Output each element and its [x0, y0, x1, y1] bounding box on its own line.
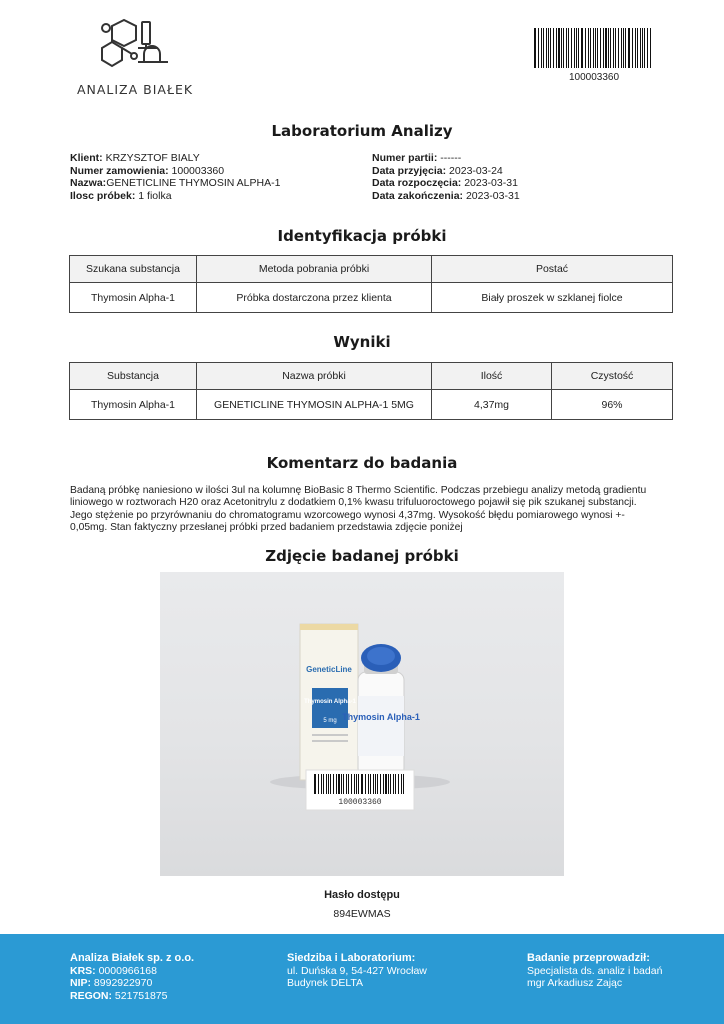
sample-illustration: [160, 572, 564, 876]
barcode-bar: [356, 774, 357, 794]
table-cell: 96%: [552, 390, 673, 420]
barcode-bar: [403, 774, 404, 794]
company-info: [70, 952, 194, 1002]
headquarters-building: Budynek DELTA: [287, 977, 364, 989]
results-title: Wyniki: [333, 333, 391, 351]
barcode-bar: [574, 28, 575, 68]
barcode-bar: [628, 28, 630, 68]
table-header-cell: Nazwa próbki: [197, 363, 432, 390]
barcode-bar: [597, 28, 598, 68]
table-header-row: [70, 256, 673, 283]
barcode-bar: [385, 774, 387, 794]
performed-by-title: Badanie przeprowadził:: [527, 952, 650, 964]
identification-table: [69, 255, 673, 313]
barcode-bar: [323, 774, 324, 794]
vial-label: Thymosin Alpha-1: [342, 712, 420, 722]
barcode-bar: [343, 774, 344, 794]
regon-label: REGON:: [70, 989, 112, 1002]
barcode-bar: [330, 774, 331, 794]
barcode-bar: [561, 28, 562, 68]
logo-text: ANALIZA BIAŁEK: [76, 82, 194, 97]
photo-title: Zdjęcie badanej próbki: [265, 547, 459, 565]
received-label: Data przyjęcia:: [372, 164, 447, 177]
barcode-bar: [642, 28, 643, 68]
krs-label: KRS:: [70, 964, 96, 977]
barcode-bar: [566, 28, 567, 68]
table-row: [70, 283, 673, 313]
barcode-bar: [550, 28, 551, 68]
barcode-bar: [398, 774, 399, 794]
barcode-bar: [380, 774, 381, 794]
box-product: Thymosin Alpha-1: [304, 699, 356, 705]
table-cell: GENETICLINE THYMOSIN ALPHA-1 5MG: [197, 390, 432, 420]
table-cell: Thymosin Alpha-1: [70, 283, 197, 313]
barcode-bar: [354, 774, 355, 794]
barcode-bar: [625, 28, 626, 68]
barcode-bar: [578, 28, 579, 68]
box-dose: 5 mg: [323, 718, 337, 724]
barcode-bar: [370, 774, 371, 794]
barcode-bar: [401, 774, 402, 794]
barcode-bar: [603, 28, 604, 68]
table-header-cell: Substancja: [70, 363, 197, 390]
nip-label: NIP:: [70, 977, 91, 989]
barcode-bar: [568, 28, 569, 68]
barcode-bar: [588, 28, 589, 68]
headquarters-info: [287, 952, 427, 990]
table-row: [70, 390, 673, 420]
barcode-bar: [650, 28, 651, 68]
headquarters-title: Siedziba i Laboratorium:: [287, 952, 416, 964]
barcode-bar: [543, 28, 544, 68]
name-value: GENETICLINE THYMOSIN ALPHA-1: [106, 177, 281, 189]
barcode-bar: [328, 774, 329, 794]
barcode-bar: [558, 28, 560, 68]
barcode-bar: [590, 28, 591, 68]
photo-barcode-number: 100003360: [338, 798, 382, 807]
barcode-bar: [553, 28, 554, 68]
table-header-cell: Ilość: [432, 363, 552, 390]
barcode-bar: [341, 774, 342, 794]
company-name: Analiza Białek sp. z o.o.: [70, 952, 195, 964]
comment-title: Komentarz do badania: [266, 454, 458, 472]
barcode-bar: [321, 774, 322, 794]
barcode-bar: [361, 774, 363, 794]
barcode-bar: [336, 774, 337, 794]
barcode-bar: [338, 774, 340, 794]
nip-value: 8992922970: [93, 977, 153, 989]
barcode-bar: [632, 28, 633, 68]
barcode-bar: [390, 774, 391, 794]
barcode-bar: [608, 28, 609, 68]
barcode-bar: [571, 28, 572, 68]
table-header-row: [70, 363, 673, 390]
batch-info: [372, 152, 520, 202]
order-label: Numer zamowienia:: [70, 164, 169, 177]
table-cell: Thymosin Alpha-1: [70, 390, 197, 420]
batch-label: Numer partii:: [372, 152, 438, 164]
table-cell: Biały proszek w szklanej fiolce: [432, 283, 673, 313]
barcode-bar: [333, 774, 334, 794]
footer: [0, 934, 724, 1024]
access-password-value: 894EWMAS: [333, 908, 391, 920]
table-header-cell: Postać: [432, 256, 673, 283]
barcode-bar: [605, 28, 607, 68]
document-title: Laboratorium Analizy: [271, 122, 453, 140]
barcode-bar: [647, 28, 648, 68]
count-value: 1 fiolka: [138, 189, 172, 202]
received-value: 2023-03-24: [449, 164, 503, 177]
barcode-bar: [581, 28, 583, 68]
headquarters-address: ul. Duńska 9, 54-427 Wrocław: [287, 964, 427, 977]
barcode-bar: [346, 774, 347, 794]
barcode-bar: [563, 28, 564, 68]
order-value: 100003360: [171, 164, 225, 177]
barcode-bar: [595, 28, 596, 68]
barcode-bar: [373, 774, 374, 794]
barcode-bar: [637, 28, 638, 68]
company-logo: [70, 18, 200, 100]
barcode-bar: [351, 774, 352, 794]
end-label: Data zakończenia:: [372, 189, 464, 202]
krs-value: 0000966168: [98, 964, 157, 977]
results-table: [69, 362, 673, 420]
barcode-bar: [314, 774, 316, 794]
barcode-bar: [368, 774, 369, 794]
batch-value: ------: [440, 152, 462, 164]
name-label: Nazwa:: [70, 177, 107, 189]
barcode-bar: [615, 28, 616, 68]
barcode-bar: [383, 774, 384, 794]
barcode-bar: [538, 28, 539, 68]
comment-text: Badaną próbkę naniesiono w ilości 3ul na kolumnę BioBasic 8 Thermo Scientific. Podczas przebiegu analizy metodą gradientu liniowego w roztworach H20 oraz Acetonitrylu z dodatkiem 0,1% kwasu trifuluoroctowego pojawił się pik szukanej substancji. Jego stężenie po przyrównaniu do chromatogramu wzorcowego wynosi 4,37mg. Wysokość błędu pomiarowego wynosi +- 0,05mg. Stan faktyczny przesłanej próbki przed badaniem przedstawia zdjęcie poniżej: [70, 485, 647, 534]
barcode-bar: [640, 28, 641, 68]
client-info: [70, 152, 280, 202]
regon-value: 521751875: [114, 989, 168, 1002]
barcode-bar: [576, 28, 577, 68]
end-value: 2023-03-31: [465, 189, 520, 202]
barcode-bar: [546, 28, 547, 68]
box-brand: GeneticLine: [306, 665, 352, 674]
barcode-bar: [585, 28, 586, 68]
table-cell: Próbka dostarczona przez klienta: [197, 283, 432, 313]
count-label: Ilosc próbek:: [70, 189, 136, 202]
barcode-bar: [377, 774, 378, 794]
barcode-bar: [348, 774, 349, 794]
barcode-bar: [618, 28, 619, 68]
barcode-bar: [395, 774, 396, 794]
barcode-bar: [326, 774, 327, 794]
client-label: Klient:: [70, 152, 103, 164]
barcode-bar: [610, 28, 611, 68]
table-cell: 4,37mg: [432, 390, 552, 420]
barcode: [534, 28, 654, 68]
identification-title: Identyfikacja próbki: [277, 227, 447, 245]
start-label: Data rozpoczęcia:: [372, 177, 462, 189]
table-header-cell: Metoda pobrania próbki: [197, 256, 432, 283]
barcode-bar: [365, 774, 366, 794]
barcode-bar: [358, 774, 359, 794]
performed-by-info: [527, 952, 662, 990]
table-header-cell: Czystość: [552, 363, 673, 390]
molecule-microscope-icon: [98, 18, 172, 80]
barcode-bar: [556, 28, 557, 68]
barcode-bar: [600, 28, 601, 68]
performed-by-role: Specjalista ds. analiz i badań: [527, 964, 663, 977]
access-password-label: Hasło dostępu: [324, 889, 400, 901]
barcode-bar: [375, 774, 376, 794]
table-header-cell: Szukana substancja: [70, 256, 197, 283]
client-value: KRZYSZTOF BIALY: [105, 152, 200, 164]
barcode-bar: [621, 28, 622, 68]
barcode-bar: [534, 28, 536, 68]
start-value: 2023-03-31: [464, 177, 518, 189]
performed-by-name: mgr Arkadiusz Zając: [527, 977, 623, 989]
barcode-number: 100003360: [568, 72, 620, 83]
barcode-bar: [644, 28, 645, 68]
sample-photo: [160, 572, 564, 876]
barcode-bar: [318, 774, 319, 794]
barcode-bar: [541, 28, 542, 68]
barcode-bar: [548, 28, 549, 68]
barcode-bar: [623, 28, 624, 68]
barcode-bar: [635, 28, 636, 68]
barcode-bar: [593, 28, 594, 68]
barcode-bar: [388, 774, 389, 794]
barcode-bar: [393, 774, 394, 794]
barcode-bar: [613, 28, 614, 68]
